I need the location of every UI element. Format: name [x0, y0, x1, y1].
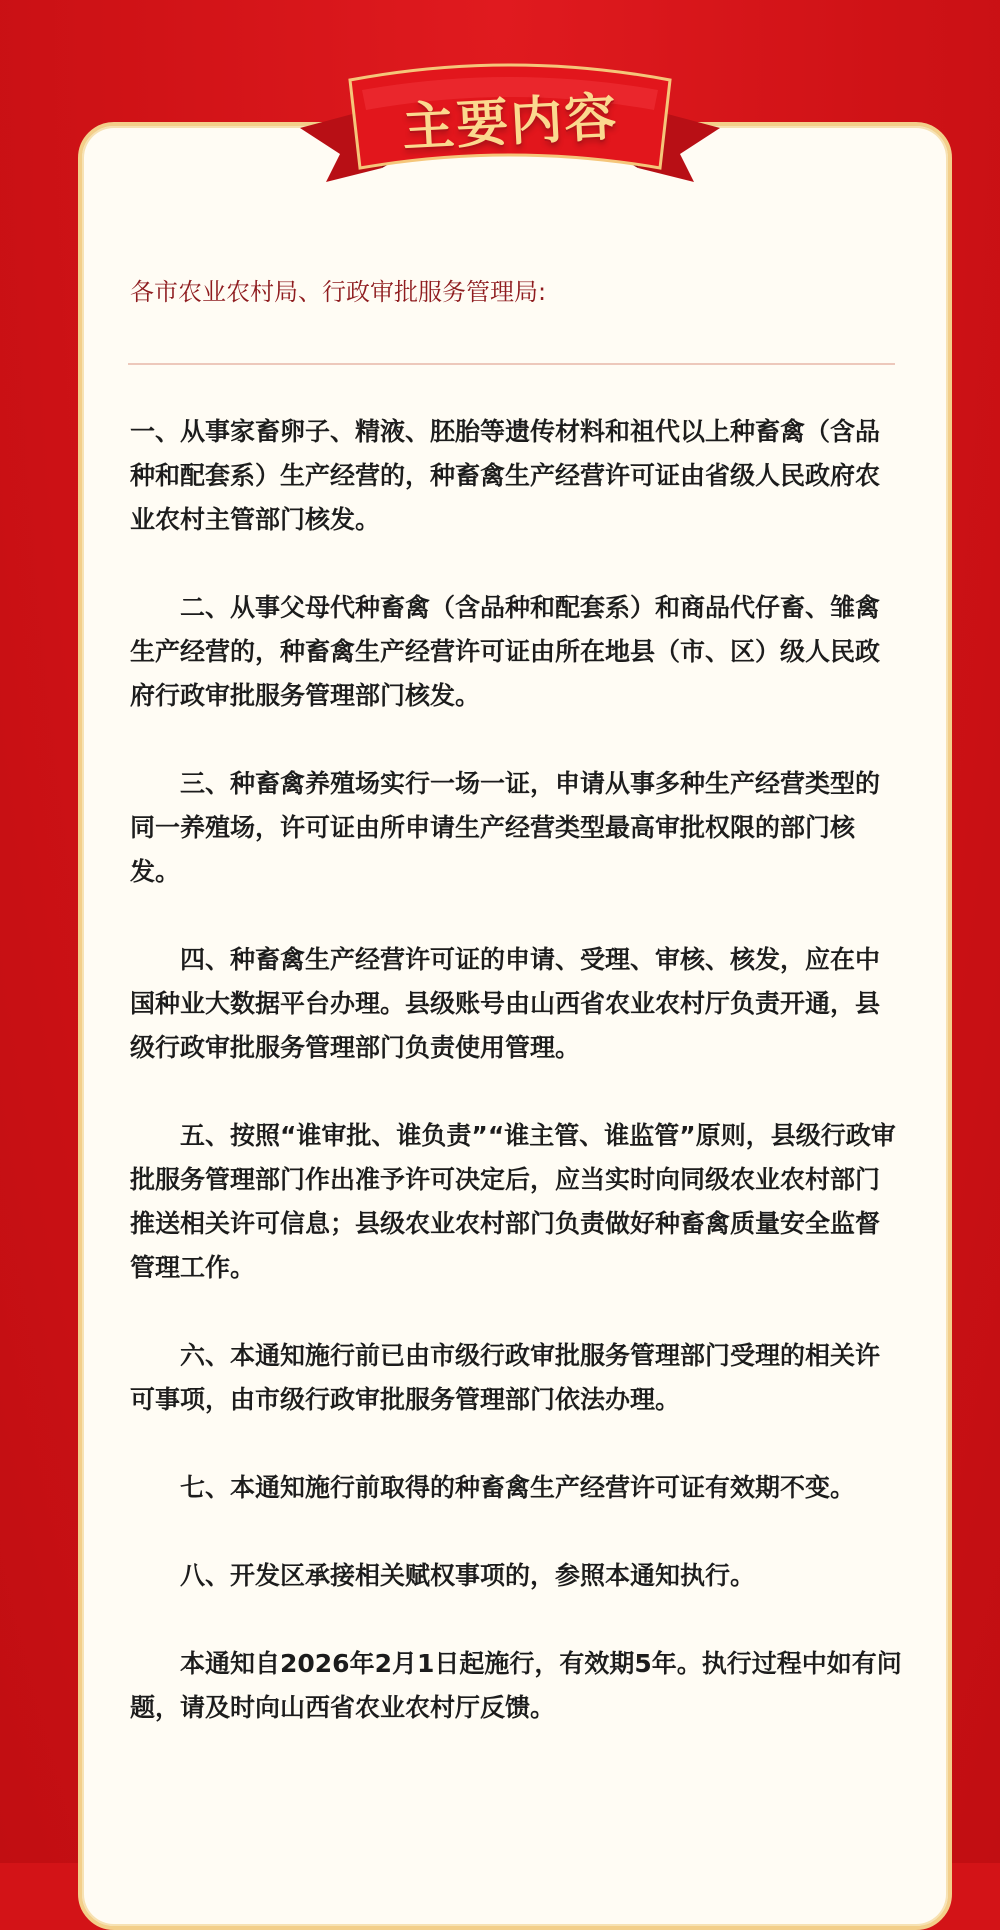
paragraph-3: 三、种畜禽养殖场实行一场一证，申请从事多种生产经营类型的同一养殖场，许可证由所申请生产经营类型最高审批权限的部门核发。	[130, 769, 881, 886]
title-ribbon-banner	[290, 50, 730, 200]
banner-title: 主要内容	[400, 86, 620, 159]
paragraph-effective-date: 本通知自2026年2月1日起施行，有效期5年。执行过程中如有问题，请及时向山西省农业农村厅反馈。	[130, 1649, 902, 1722]
paragraph-4: 四、种畜禽生产经营许可证的申请、受理、审核、核发，应在中国种业大数据平台办理。县级账号由山西省农业农村厅负责开通，县级行政审批服务管理部门负责使用管理。	[130, 945, 881, 1062]
paragraph-1: 一、从事家畜卵子、精液、胚胎等遗传材料和祖代以上种畜禽（含品种和配套系）生产经营的，种畜禽生产经营许可证由省级人民政府农业农村主管部门核发。	[130, 417, 881, 534]
paragraph-8: 八、开发区承接相关赋权事项的，参照本通知执行。	[180, 1561, 756, 1590]
paragraph-7: 七、本通知施行前取得的种畜禽生产经营许可证有效期不变。	[180, 1473, 856, 1502]
notice-body	[130, 410, 902, 1774]
paragraph-6: 六、本通知施行前已由市级行政审批服务管理部门受理的相关许可事项，由市级行政审批服务管理部门依法办理。	[130, 1341, 881, 1414]
paragraph-2: 二、从事父母代种畜禽（含品种和配套系）和商品代仔畜、雏禽生产经营的，种畜禽生产经营许可证由所在地县（市、区）级人民政府行政审批服务管理部门核发。	[130, 593, 881, 710]
divider-line	[128, 363, 895, 365]
paragraph-5: 五、按照“谁审批、谁负责”“谁主管、谁监管”原则，县级行政审批服务管理部门作出准予许可决定后，应当实时向同级农业农村部门推送相关许可信息；县级农业农村部门负责做好种畜禽质量安全监督管理工作。	[130, 1121, 896, 1282]
addressee-line: 各市农业农村局、行政审批服务管理局:	[130, 278, 547, 306]
